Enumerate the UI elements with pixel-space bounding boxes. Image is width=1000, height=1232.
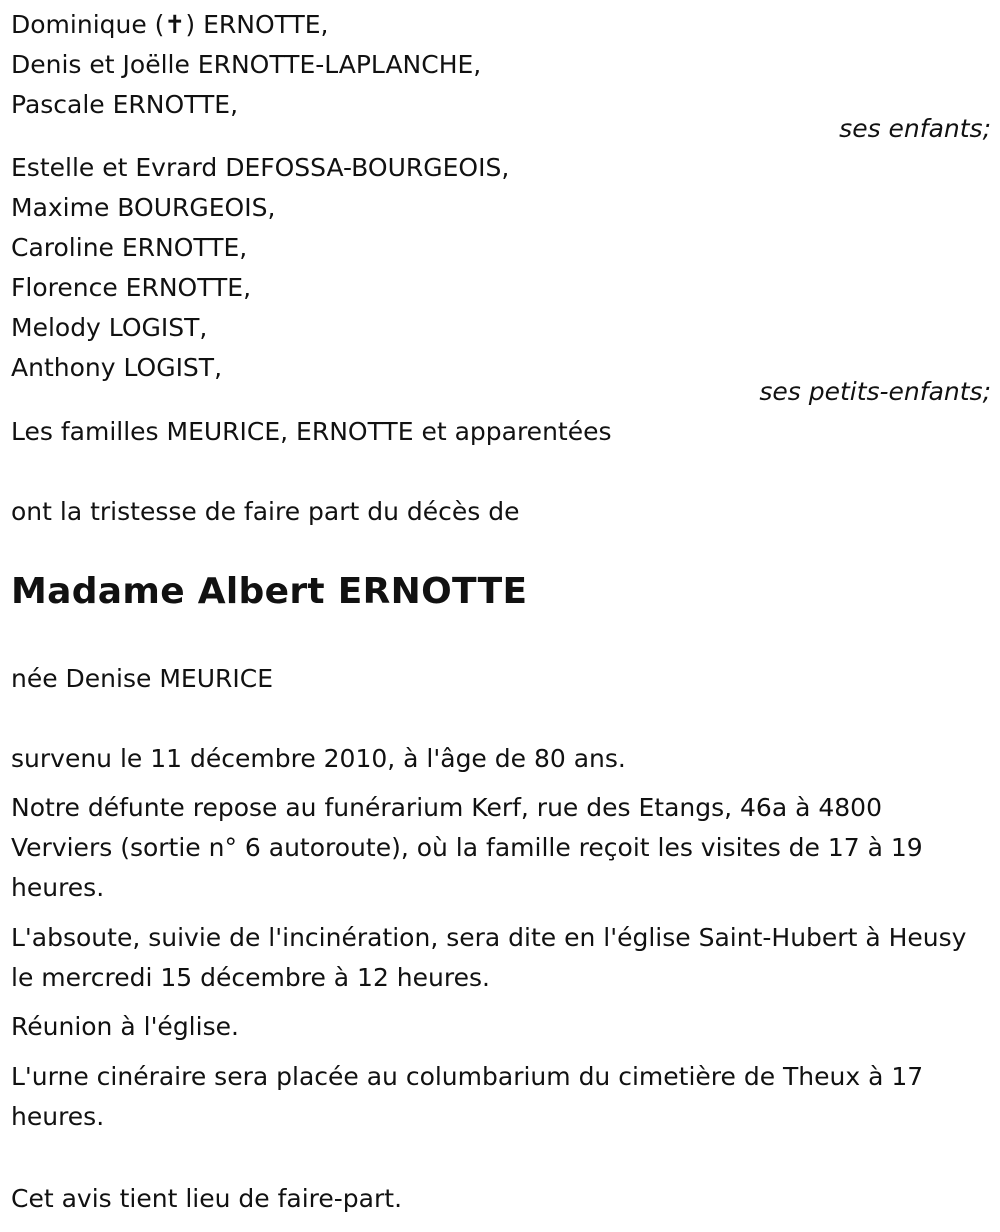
funeral-home-paragraph: Notre défunte repose au funérarium Kerf, rue des Etangs, 46a à 4800 Verviers (sortie n° 6 autoroute), où la famille reçoit les visites de 17 à 19 heures. xyxy=(11,793,923,902)
meeting-paragraph: Réunion à l'église. xyxy=(11,1012,239,1041)
urn-paragraph: L'urne cinéraire sera placée au columbarium du cimetière de Theux à 17 heures. xyxy=(11,1062,924,1131)
child-name: Pascale ERNOTTE, xyxy=(11,90,239,119)
ceremony-paragraph: L'absoute, suivie de l'incinération, sera dite en l'église Saint-Hubert à Heusy le mercredi 15 décembre à 12 heures. xyxy=(11,923,967,992)
birth-name: née Denise MEURICE xyxy=(11,664,273,693)
grandchild-name: Anthony LOGIST, xyxy=(11,353,223,382)
deceased-name: Madame Albert ERNOTTE xyxy=(11,571,528,612)
death-date: survenu le 11 décembre 2010, à l'âge de 80 ans. xyxy=(11,744,626,773)
families-line: Les familles MEURICE, ERNOTTE et apparentées xyxy=(11,417,612,446)
closing-line: Cet avis tient lieu de faire-part. xyxy=(11,1184,403,1213)
grandchild-name: Estelle et Evrard DEFOSSA-BOURGEOIS, xyxy=(11,153,510,182)
grandchild-name: Caroline ERNOTTE, xyxy=(11,233,248,262)
children-role-label: ses enfants; xyxy=(839,114,991,143)
child-name: Denis et Joëlle ERNOTTE-LAPLANCHE, xyxy=(11,50,482,79)
grandchild-name: Florence ERNOTTE, xyxy=(11,273,252,302)
announcement-line: ont la tristesse de faire part du décès de xyxy=(11,497,520,526)
grandchildren-role-label: ses petits-enfants; xyxy=(759,377,991,406)
grandchild-name: Melody LOGIST, xyxy=(11,313,208,342)
grandchild-name: Maxime BOURGEOIS, xyxy=(11,193,276,222)
child-name: Dominique (✝) ERNOTTE, xyxy=(11,10,329,39)
